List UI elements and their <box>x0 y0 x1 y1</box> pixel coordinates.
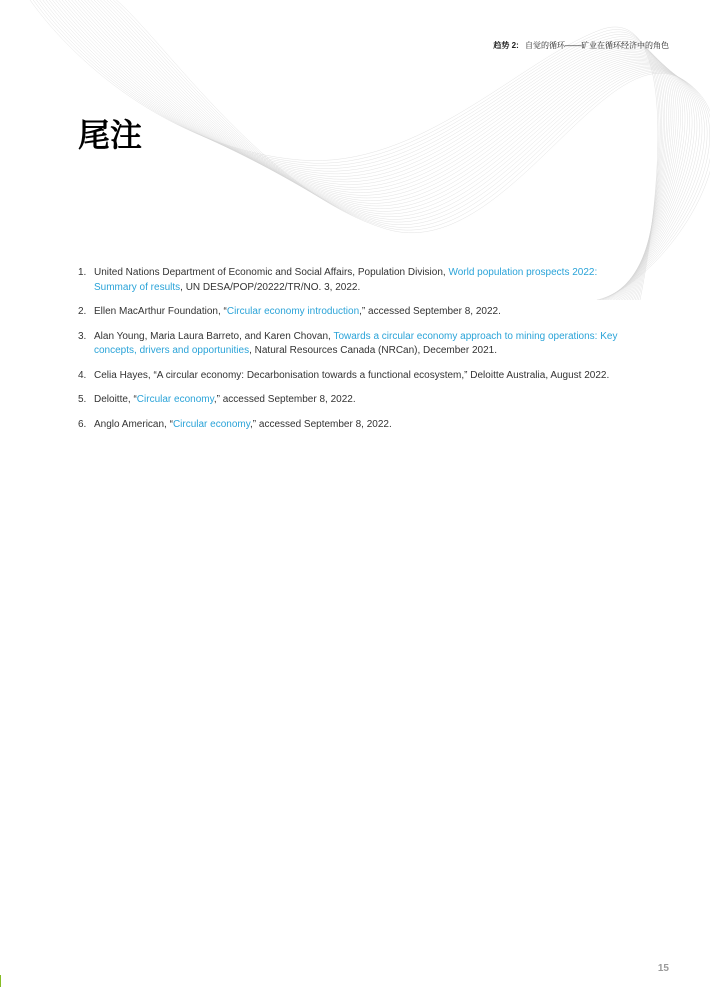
endnote-number: 2. <box>78 306 87 317</box>
endnote-text: Celia Hayes, “A circular economy: Decarbonisation towards a functional ecosystem,” Deloitte Australia, August 2022. <box>94 369 610 381</box>
endnote-number: 1. <box>78 267 87 278</box>
endnote-item <box>78 266 638 295</box>
endnote-text-after: , Natural Resources Canada (NRCan), December 2021. <box>249 345 497 356</box>
corner-accent-mark <box>0 975 1 987</box>
endnote-number: 5. <box>78 394 87 405</box>
endnote-item <box>78 305 638 320</box>
endnote-number: 6. <box>78 418 87 430</box>
endnotes-list <box>78 266 638 442</box>
endnote-item <box>78 393 638 408</box>
endnote-number: 3. <box>78 330 87 342</box>
page-header <box>493 40 669 51</box>
endnote-text: Deloitte, “ <box>94 394 137 405</box>
endnote-text-after: , UN DESA/POP/20222/TR/NO. 3, 2022. <box>180 281 361 293</box>
endnote-text: Ellen MacArthur Foundation, “ <box>94 306 227 317</box>
page-number: 15 <box>657 963 669 974</box>
endnote-text: United Nations Department of Economic and Social Affairs, Population Division, <box>94 267 449 278</box>
endnote-text: Anglo American, “ <box>94 418 173 430</box>
endnote-link[interactable]: World population prospects 2022: Summary of results <box>94 267 598 293</box>
endnote-text-after: ,” accessed September 8, 2022. <box>213 394 356 405</box>
endnote-link[interactable]: Circular economy <box>136 394 214 405</box>
endnote-item <box>78 418 638 433</box>
endnote-item <box>78 330 638 359</box>
endnote-text-after: ,” accessed September 8, 2022. <box>250 418 392 430</box>
endnote-number: 4. <box>78 369 87 381</box>
endnote-link[interactable]: Circular economy introduction <box>226 306 360 317</box>
endnote-text: Alan Young, Maria Laura Barreto, and Karen Chovan, <box>94 330 334 342</box>
endnote-link[interactable]: Towards a circular economy approach to mining operations: Key concepts, drivers and opportunities <box>94 330 618 356</box>
endnote-link[interactable]: Circular economy <box>172 418 250 430</box>
header-subtitle: 自觉的循环——矿业在循环经济中的角色 <box>525 41 669 50</box>
header-trend-label: 趋势 2: <box>493 41 519 50</box>
endnote-item <box>78 369 638 384</box>
endnote-text-after: ,” accessed September 8, 2022. <box>359 306 501 317</box>
page-title: 尾注 <box>78 116 143 154</box>
